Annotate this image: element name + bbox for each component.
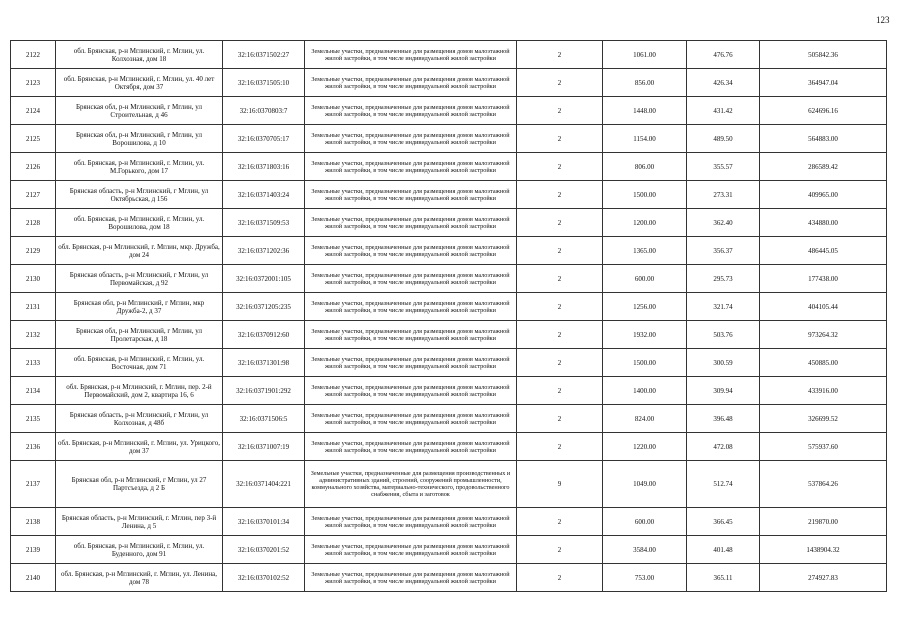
table-row (11, 508, 887, 536)
table-row (11, 405, 887, 433)
permitted-use-cell: Земельные участки, предназначенные для размещения домов малоэтажной жилой застройки, в том числе индивидуальной жилой застройки (305, 69, 517, 97)
cadastral-value-cell: 624696.16 (760, 97, 887, 125)
table-row (11, 433, 887, 461)
row-number-cell: 2134 (11, 377, 56, 405)
specific-value-cell: 401.48 (687, 536, 760, 564)
table-row (11, 69, 887, 97)
table-row (11, 293, 887, 321)
permitted-use-cell: Земельные участки, предназначенные для размещения домов малоэтажной жилой застройки, в том числе индивидуальной жилой застройки (305, 265, 517, 293)
use-group-cell: 9 (517, 461, 603, 508)
row-number-cell: 2136 (11, 433, 56, 461)
row-number-cell: 2131 (11, 293, 56, 321)
cadastral-number-cell: 32:16:0371403:24 (223, 181, 305, 209)
row-number-cell: 2123 (11, 69, 56, 97)
cadastral-number-cell: 32:16:0371509:53 (223, 209, 305, 237)
cadastral-number-cell: 32:16:0371007:19 (223, 433, 305, 461)
use-group-cell: 2 (517, 321, 603, 349)
use-group-cell: 2 (517, 349, 603, 377)
cadastral-value-cell: 286589.42 (760, 153, 887, 181)
use-group-cell: 2 (517, 265, 603, 293)
use-group-cell: 2 (517, 237, 603, 265)
specific-value-cell: 366.45 (687, 508, 760, 536)
row-number-cell: 2138 (11, 508, 56, 536)
specific-value-cell: 300.59 (687, 349, 760, 377)
cadastral-number-cell: 32:16:0371404:221 (223, 461, 305, 508)
permitted-use-cell: Земельные участки, предназначенные для размещения домов малоэтажной жилой застройки, в том числе индивидуальной жилой застройки (305, 508, 517, 536)
area-cell: 1049.00 (603, 461, 687, 508)
row-number-cell: 2122 (11, 41, 56, 69)
permitted-use-cell: Земельные участки, предназначенные для размещения домов малоэтажной жилой застройки, в том числе индивидуальной жилой застройки (305, 181, 517, 209)
cadastral-value-cell: 537864.26 (760, 461, 887, 508)
address-cell: Брянская обл, р-н Мглинский, г Мглин, ул 27 Партсъезда, д 2 Б (56, 461, 223, 508)
table-row (11, 265, 887, 293)
address-cell: обл. Брянская, р-н Мглинский, г. Мглин, ул. Ленина, дом 78 (56, 564, 223, 592)
cadastral-value-cell: 564883.00 (760, 125, 887, 153)
cadastral-number-cell: 32:16:0370912:60 (223, 321, 305, 349)
area-cell: 753.00 (603, 564, 687, 592)
cadastral-number-cell: 32:16:0370705:17 (223, 125, 305, 153)
area-cell: 824.00 (603, 405, 687, 433)
permitted-use-cell: Земельные участки, предназначенные для размещения домов малоэтажной жилой застройки, в том числе индивидуальной жилой застройки (305, 125, 517, 153)
cadastral-number-cell: 32:16:0371502:27 (223, 41, 305, 69)
row-number-cell: 2130 (11, 265, 56, 293)
area-cell: 1220.00 (603, 433, 687, 461)
use-group-cell: 2 (517, 153, 603, 181)
area-cell: 600.00 (603, 265, 687, 293)
cadastral-value-cell: 505842.36 (760, 41, 887, 69)
permitted-use-cell: Земельные участки, предназначенные для размещения домов малоэтажной жилой застройки, в том числе индивидуальной жилой застройки (305, 564, 517, 592)
address-cell: Брянская обл, р-н Мглинский, г Мглин, мкр Дружба-2, д 37 (56, 293, 223, 321)
cadastral-value-cell: 219870.00 (760, 508, 887, 536)
specific-value-cell: 472.08 (687, 433, 760, 461)
specific-value-cell: 426.34 (687, 69, 760, 97)
specific-value-cell: 489.50 (687, 125, 760, 153)
table-row (11, 97, 887, 125)
table-row (11, 461, 887, 508)
specific-value-cell: 503.76 (687, 321, 760, 349)
permitted-use-cell: Земельные участки, предназначенные для размещения домов малоэтажной жилой застройки, в том числе индивидуальной жилой застройки (305, 349, 517, 377)
area-cell: 1061.00 (603, 41, 687, 69)
table-row (11, 125, 887, 153)
specific-value-cell: 512.74 (687, 461, 760, 508)
row-number-cell: 2124 (11, 97, 56, 125)
permitted-use-cell: Земельные участки, предназначенные для размещения домов малоэтажной жилой застройки, в том числе индивидуальной жилой застройки (305, 293, 517, 321)
specific-value-cell: 356.37 (687, 237, 760, 265)
cadastral-value-cell: 575937.60 (760, 433, 887, 461)
specific-value-cell: 273.31 (687, 181, 760, 209)
specific-value-cell: 365.11 (687, 564, 760, 592)
address-cell: Брянская обл, р-н Мглинский, г Мглин, ул Строительная, д 46 (56, 97, 223, 125)
address-cell: обл. Брянская, р-н Мглинский, г. Мглин, ул. Буденного, дом 91 (56, 536, 223, 564)
permitted-use-cell: Земельные участки, предназначенные для размещения домов малоэтажной жилой застройки, в том числе индивидуальной жилой застройки (305, 405, 517, 433)
use-group-cell: 2 (517, 377, 603, 405)
cadastral-value-cell: 177438.00 (760, 265, 887, 293)
permitted-use-cell: Земельные участки, предназначенные для размещения домов малоэтажной жилой застройки, в том числе индивидуальной жилой застройки (305, 41, 517, 69)
area-cell: 1500.00 (603, 181, 687, 209)
address-cell: Брянская область, р-н Мглинский, г Мглин, ул Первомайская, д 92 (56, 265, 223, 293)
address-cell: обл. Брянская, р-н Мглинский, г. Мглин, ул. Колхозная, дом 18 (56, 41, 223, 69)
address-cell: Брянская обл, р-н Мглинский, г Мглин, ул Ворошилова, д 10 (56, 125, 223, 153)
row-number-cell: 2132 (11, 321, 56, 349)
use-group-cell: 2 (517, 564, 603, 592)
cadastral-value-cell: 326699.52 (760, 405, 887, 433)
cadastral-value-cell: 409965.00 (760, 181, 887, 209)
use-group-cell: 2 (517, 433, 603, 461)
area-cell: 1500.00 (603, 349, 687, 377)
cadastral-value-cell: 434880.00 (760, 209, 887, 237)
use-group-cell: 2 (517, 293, 603, 321)
specific-value-cell: 355.57 (687, 153, 760, 181)
permitted-use-cell: Земельные участки, предназначенные для размещения домов малоэтажной жилой застройки, в том числе индивидуальной жилой застройки (305, 153, 517, 181)
use-group-cell: 2 (517, 508, 603, 536)
address-cell: обл. Брянская, р-н Мглинский, г. Мглин, мкр. Дружба, дом 24 (56, 237, 223, 265)
cadastral-value-table (10, 40, 887, 592)
address-cell: обл. Брянская, р-н Мглинский, г. Мглин, ул. 40 лет Октября, дом 37 (56, 69, 223, 97)
table-row (11, 181, 887, 209)
permitted-use-cell: Земельные участки, предназначенные для размещения домов малоэтажной жилой застройки, в том числе индивидуальной жилой застройки (305, 321, 517, 349)
specific-value-cell: 396.48 (687, 405, 760, 433)
specific-value-cell: 476.76 (687, 41, 760, 69)
use-group-cell: 2 (517, 209, 603, 237)
use-group-cell: 2 (517, 181, 603, 209)
area-cell: 1200.00 (603, 209, 687, 237)
cadastral-number-cell: 32:16:0370201:52 (223, 536, 305, 564)
cadastral-value-cell: 1438904.32 (760, 536, 887, 564)
address-cell: Брянская область, р-н Мглинский, г Мглин, ул Октябрьская, д 156 (56, 181, 223, 209)
row-number-cell: 2133 (11, 349, 56, 377)
address-cell: Брянская область, р-н Мглинский, г Мглин, ул Колхозная, д 48б (56, 405, 223, 433)
area-cell: 1932.00 (603, 321, 687, 349)
area-cell: 1400.00 (603, 377, 687, 405)
table-row (11, 564, 887, 592)
permitted-use-cell: Земельные участки, предназначенные для размещения домов малоэтажной жилой застройки, в том числе индивидуальной жилой застройки (305, 209, 517, 237)
row-number-cell: 2127 (11, 181, 56, 209)
cadastral-number-cell: 32:16:0371803:16 (223, 153, 305, 181)
area-cell: 3584.00 (603, 536, 687, 564)
row-number-cell: 2137 (11, 461, 56, 508)
permitted-use-cell: Земельные участки, предназначенные для размещения домов малоэтажной жилой застройки, в том числе индивидуальной жилой застройки (305, 97, 517, 125)
cadastral-number-cell: 32:16:0371901:292 (223, 377, 305, 405)
permitted-use-cell: Земельные участки, предназначенные для размещения домов малоэтажной жилой застройки, в том числе индивидуальной жилой застройки (305, 536, 517, 564)
use-group-cell: 2 (517, 125, 603, 153)
cadastral-number-cell: 32:16:0372001:105 (223, 265, 305, 293)
cadastral-number-cell: 32:16:0371205:235 (223, 293, 305, 321)
address-cell: обл. Брянская, р-н Мглинский, г. Мглин, ул. Урицкого, дом 37 (56, 433, 223, 461)
row-number-cell: 2126 (11, 153, 56, 181)
specific-value-cell: 362.40 (687, 209, 760, 237)
cadastral-value-cell: 973264.32 (760, 321, 887, 349)
table-row (11, 209, 887, 237)
use-group-cell: 2 (517, 97, 603, 125)
address-cell: обл. Брянская, р-н Мглинский, г. Мглин, пер. 2-й Первомайский, дом 2, квартира 16, 6 (56, 377, 223, 405)
table-row (11, 237, 887, 265)
cadastral-number-cell: 32:16:0370803:7 (223, 97, 305, 125)
table-row (11, 377, 887, 405)
table-row (11, 349, 887, 377)
use-group-cell: 2 (517, 405, 603, 433)
address-cell: Брянская область, р-н Мглинский, г. Мглин, пер 3-й Ленина, д 5 (56, 508, 223, 536)
cadastral-value-cell: 486445.05 (760, 237, 887, 265)
permitted-use-cell: Земельные участки, предназначенные для размещения домов малоэтажной жилой застройки, в том числе индивидуальной жилой застройки (305, 237, 517, 265)
area-cell: 806.00 (603, 153, 687, 181)
cadastral-value-cell: 274927.83 (760, 564, 887, 592)
row-number-cell: 2139 (11, 536, 56, 564)
table-row (11, 321, 887, 349)
row-number-cell: 2128 (11, 209, 56, 237)
cadastral-value-cell: 364947.04 (760, 69, 887, 97)
cadastral-number-cell: 32:16:0371506:5 (223, 405, 305, 433)
permitted-use-cell: Земельные участки, предназначенные для размещения домов малоэтажной жилой застройки, в том числе индивидуальной жилой застройки (305, 433, 517, 461)
use-group-cell: 2 (517, 41, 603, 69)
area-cell: 1256.00 (603, 293, 687, 321)
row-number-cell: 2129 (11, 237, 56, 265)
area-cell: 856.00 (603, 69, 687, 97)
cadastral-number-cell: 32:16:0370102:52 (223, 564, 305, 592)
address-cell: обл. Брянская, р-н Мглинский, г. Мглин, ул. Ворошилова, дом 18 (56, 209, 223, 237)
page-number: 123 (876, 15, 890, 25)
cadastral-value-cell: 450885.00 (760, 349, 887, 377)
cadastral-value-cell: 433916.00 (760, 377, 887, 405)
cadastral-number-cell: 32:16:0371301:98 (223, 349, 305, 377)
row-number-cell: 2135 (11, 405, 56, 433)
area-cell: 1448.00 (603, 97, 687, 125)
cadastral-number-cell: 32:16:0371505:10 (223, 69, 305, 97)
specific-value-cell: 431.42 (687, 97, 760, 125)
specific-value-cell: 295.73 (687, 265, 760, 293)
address-cell: обл. Брянская, р-н Мглинский, г. Мглин, ул. Восточная, дом 71 (56, 349, 223, 377)
area-cell: 1154.00 (603, 125, 687, 153)
area-cell: 600.00 (603, 508, 687, 536)
address-cell: обл. Брянская, р-н Мглинский, г. Мглин, ул. М.Горького, дом 17 (56, 153, 223, 181)
table-row (11, 41, 887, 69)
permitted-use-cell: Земельные участки, предназначенные для размещения домов малоэтажной жилой застройки, в том числе индивидуальной жилой застройки (305, 377, 517, 405)
use-group-cell: 2 (517, 536, 603, 564)
address-cell: Брянская обл, р-н Мглинский, г Мглин, ул Пролетарская, д 18 (56, 321, 223, 349)
specific-value-cell: 321.74 (687, 293, 760, 321)
table-row (11, 153, 887, 181)
row-number-cell: 2140 (11, 564, 56, 592)
area-cell: 1365.00 (603, 237, 687, 265)
table-body (11, 41, 887, 592)
cadastral-value-cell: 404105.44 (760, 293, 887, 321)
specific-value-cell: 309.94 (687, 377, 760, 405)
cadastral-number-cell: 32:16:0370101:34 (223, 508, 305, 536)
cadastral-number-cell: 32:16:0371202:36 (223, 237, 305, 265)
use-group-cell: 2 (517, 69, 603, 97)
row-number-cell: 2125 (11, 125, 56, 153)
table-row (11, 536, 887, 564)
permitted-use-cell: Земельные участки, предназначенные для размещения производственных и административных зданий, строений, сооружений промышленности, коммунального хозяйства, материально-технического, продовольственного снабжения, сбыта и заготовок (305, 461, 517, 508)
